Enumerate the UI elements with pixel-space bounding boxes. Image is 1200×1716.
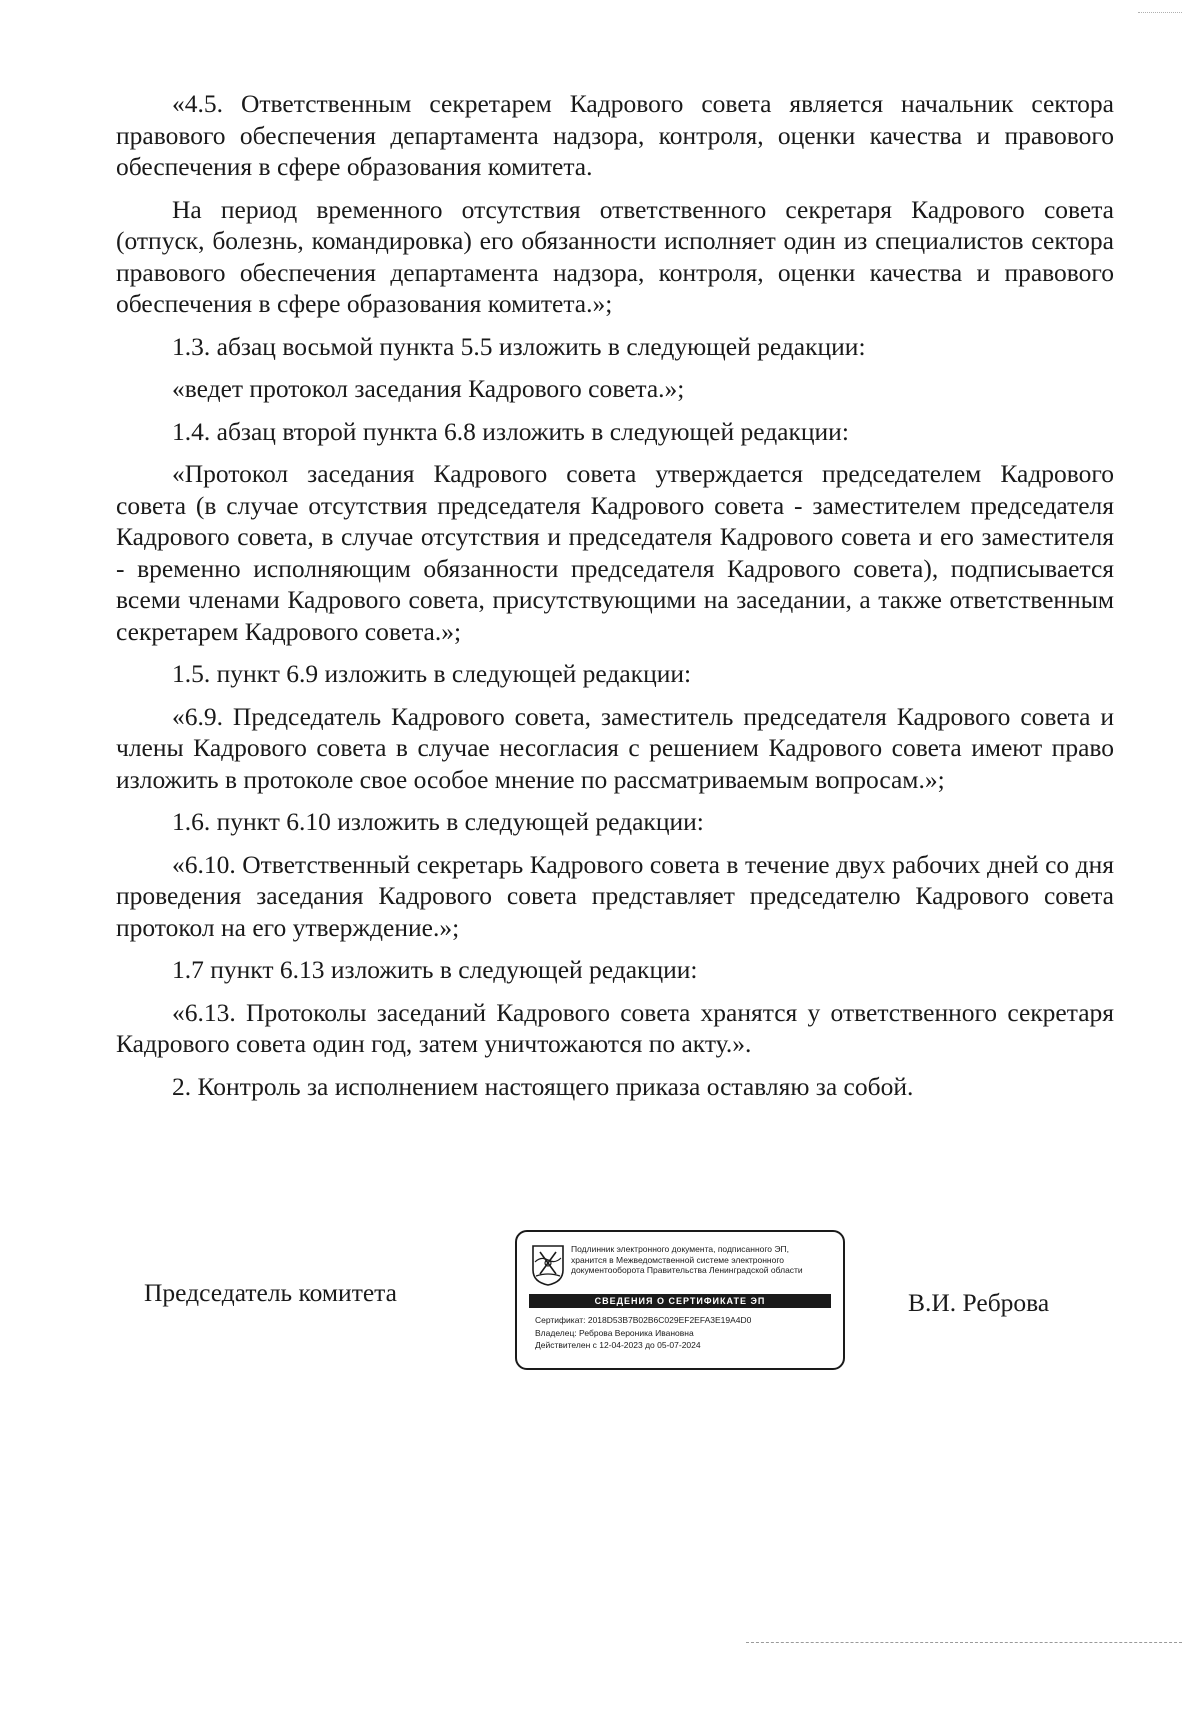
stamp-line: хранится в Межведомственной системе электронного [571, 1254, 784, 1265]
paragraph-1-4-text: «Протокол заседания Кадрового совета утверждается председателем Кадрового совета (в случае отсутствия председателя Кадрового совета - заместителем председателя Кадрового совета, в случае отсутствия и председателя Кадрового совета и его заместителя - временно исполняющим обязанности председателя Кадрового совета), подписывается всеми членами Кадрового совета, присутствующими на заседании, а также ответственным секретарем Кадрового совета.»; [116, 459, 1114, 646]
signer-title: Председатель комитета [144, 1278, 397, 1307]
electronic-signature-stamp [515, 1230, 845, 1370]
stamp-description [571, 1244, 839, 1276]
paragraph-1-5: 1.5. пункт 6.9 изложить в следующей редакции: [172, 659, 692, 688]
coat-of-arms-icon [531, 1244, 565, 1286]
document-body [116, 88, 1114, 1113]
paragraph-1-4: 1.4. абзац второй пункта 6.8 изложить в следующей редакции: [172, 416, 849, 446]
paragraph-1-7: 1.7 пункт 6.13 изложить в следующей редакции: [172, 955, 698, 984]
paragraph-4-5: «4.5. Ответственным секретарем Кадрового совета является начальник сектора правового обеспечения департамента надзора, контроля, оценки качества и правового обеспечения в сфере образования комитета. [116, 89, 1114, 181]
paragraph-temporary-absence: На период временного отсутствия ответственного секретаря Кадрового совета (отпуск, болезнь, командировка) его обязанности исполняет один из специалистов сектора правового обеспечения департамента надзора, контроля, оценки качества и правового обеспечения в сфере образования комитета.»; [116, 194, 1114, 318]
paragraph-1-6-text: «6.10. Ответственный секретарь Кадрового совета в течение двух рабочих дней со дня проведения заседания Кадрового совета представляет председателю Кадрового совета протокол на его утверждение.»; [116, 849, 1114, 942]
stamp-line: документооборота Правительства Ленинградской области [571, 1265, 803, 1275]
paragraph-1-3: 1.3. абзац восьмой пункта 5.5 изложить в следующей редакции: [172, 331, 866, 361]
certificate-info [535, 1314, 835, 1352]
stamp-header: СВЕДЕНИЯ О СЕРТИФИКАТЕ ЭП [529, 1294, 831, 1308]
stamp-line: Подлинник электронного документа, подписанного ЭП, [571, 1244, 789, 1254]
paragraph-1-6: 1.6. пункт 6.10 изложить в следующей редакции: [172, 807, 704, 836]
scan-artifact [1138, 12, 1182, 13]
signature-block [116, 1222, 1116, 1372]
paragraph-1-7-text: «6.13. Протоколы заседаний Кадрового совета хранятся у ответственного секретаря Кадрового совета один год, затем уничтожаются по акту.». [116, 997, 1114, 1058]
paragraph-1-3-text: «ведет протокол заседания Кадрового совета.»; [172, 374, 685, 403]
paragraph-1-5-text: «6.9. Председатель Кадрового совета, заместитель председателя Кадрового совета и члены Кадрового совета в случае несогласия с решением Кадрового совета имеют право изложить в протоколе свое особое мнение по рассматриваемым вопросам.»; [116, 701, 1114, 794]
certificate-validity: Действителен с 12-04-2023 до 05-07-2024 [535, 1340, 701, 1350]
certificate-number: Сертификат: 2018D53B7B02B6C029EF2EFA3E19A4D0 [535, 1315, 752, 1325]
paragraph-2: 2. Контроль за исполнением настоящего приказа оставляю за собой. [172, 1071, 914, 1101]
certificate-owner: Владелец: Реброва Вероника Ивановна [535, 1327, 694, 1338]
signer-name: В.И. Реброва [908, 1288, 1050, 1317]
scan-edge-line [746, 1642, 1182, 1643]
